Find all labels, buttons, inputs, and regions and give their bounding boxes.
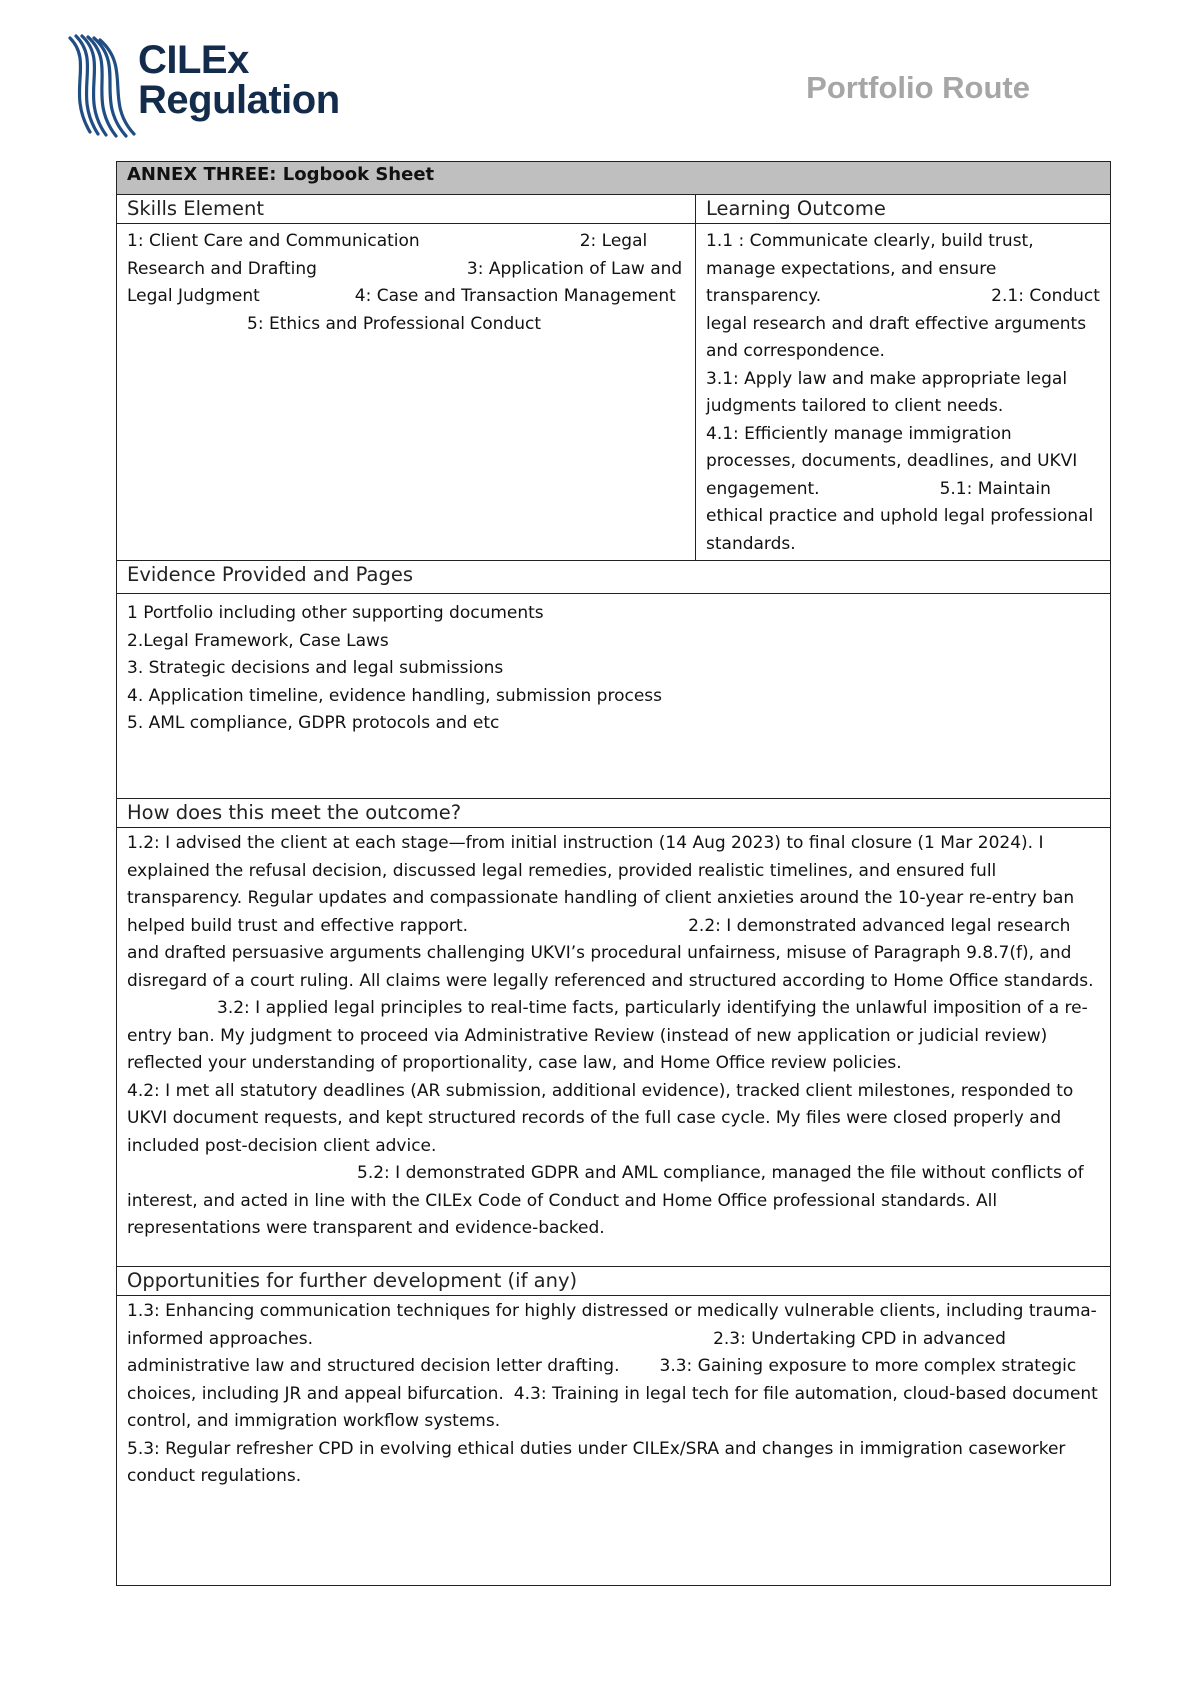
logo-line-1: CILEx: [138, 38, 249, 82]
skills-element-header: Skills Element: [117, 195, 696, 224]
meet-item: 5.2: I demonstrated GDPR and AML compliance, managed the file without conflicts of interest, and acted in line with the CILEx Code of Conduct and Home Office professional standards. All representations were transparent and evidence-backed.: [127, 1163, 1084, 1238]
dev-item: 5.3: Regular refresher CPD in evolving ethical duties under CILEx/SRA and changes in immigration caseworker conduct regulations.: [127, 1438, 1066, 1486]
evidence-item: 3. Strategic decisions and legal submissions: [127, 658, 504, 678]
dev-item: 4.3: Training in legal tech for file automation, cloud-based document control, and immigration workflow systems.: [127, 1383, 1098, 1431]
dev-item: 1.3: Enhancing communication techniques for highly distressed or medically vulnerable clients, including trauma-informed approaches.: [127, 1301, 1097, 1349]
skill-item: 4: Case and Transaction Management: [354, 286, 676, 306]
skill-item: 3: Application of Law and Legal Judgment: [127, 258, 683, 306]
development-header: Opportunities for further development (if any): [117, 1267, 1111, 1296]
skills-list: [117, 224, 696, 561]
meet-item: 1.2: I advised the client at each stage—from initial instruction (14 Aug 2023) to final closure (1 Mar 2024). I explained the refusal decision, discussed legal remedies, provided realistic timelines, and ensured full transparency. Regular updates and compassionate handling of client anxieties around the 10-year re-entry ban helped build trust and effective rapport.: [127, 833, 1075, 936]
dev-item: 2.3: Undertaking CPD in advanced administrative law and structured decision letter drafting.: [127, 1328, 1006, 1376]
meet-item: 3.2: I applied legal principles to real-time facts, particularly identifying the unlawful imposition of a re-entry ban. My judgment to proceed via Administrative Review (instead of new application or judicial review) reflected your understanding of proportionality, case law, and Home Office review policies.: [127, 998, 1088, 1073]
evidence-header: Evidence Provided and Pages: [117, 561, 1111, 594]
meet-outcome-text: [117, 828, 1111, 1267]
outcome-item: 2.1: Conduct legal research and draft effective arguments and correspondence.: [706, 286, 1100, 361]
evidence-item: 2.Legal Framework, Case Laws: [127, 630, 389, 651]
outcome-item: 5.1: Maintain ethical practice and uphold legal professional standards.: [706, 478, 1094, 554]
outcome-item: 1.1 : Communicate clearly, build trust, manage expectations, and ensure transparency.: [706, 231, 1034, 306]
outcome-item: 3.1: Apply law and make appropriate legal judgments tailored to client needs.: [706, 368, 1068, 416]
skill-item: 1: Client Care and Communication: [127, 231, 420, 251]
outcome-item: 4.1: Efficiently manage immigration processes, documents, deadlines, and UKVI engagement.: [706, 423, 1078, 499]
dev-item: 3.3: Gaining exposure to more complex strategic choices, including JR and appeal bifurcation.: [127, 1356, 1077, 1404]
annex-title: ANNEX THREE: Logbook Sheet: [117, 162, 1111, 195]
meet-outcome-header: How does this meet the outcome?: [117, 799, 1111, 828]
wave-logo-icon: [64, 32, 144, 138]
meet-item: 2.2: I demonstrated advanced legal research and drafted persuasive arguments challenging UKVI’s procedural unfairness, misuse of Paragraph 9.8.7(f), and disregard of a court ruling. All claims were legally referenced and structured according to Home Office standards.: [127, 915, 1094, 991]
logo-line-2: Regulation: [138, 78, 340, 122]
learning-outcome-header: Learning Outcome: [696, 195, 1111, 224]
evidence-item: 4. Application timeline, evidence handling, submission process: [127, 685, 663, 706]
evidence-item: 1 Portfolio including other supporting documents: [127, 603, 544, 623]
logbook-sheet-table: [116, 161, 1111, 1586]
skill-item: 5: Ethics and Professional Conduct: [247, 313, 542, 334]
evidence-list: [117, 594, 1111, 799]
skill-item: 2: Legal Research and Drafting: [127, 231, 648, 279]
cilex-logo: [64, 32, 364, 142]
portfolio-route-title: Portfolio Route: [806, 70, 1030, 105]
meet-item: 4.2: I met all statutory deadlines (AR submission, additional evidence), tracked client milestones, responded to UKVI document requests, and kept structured records of the full case cycle. My files were closed properly and included post-decision client advice.: [127, 1080, 1074, 1156]
evidence-item: 5. AML compliance, GDPR protocols and etc: [127, 713, 500, 733]
outcomes-list: [696, 224, 1111, 561]
development-text: [117, 1296, 1111, 1586]
